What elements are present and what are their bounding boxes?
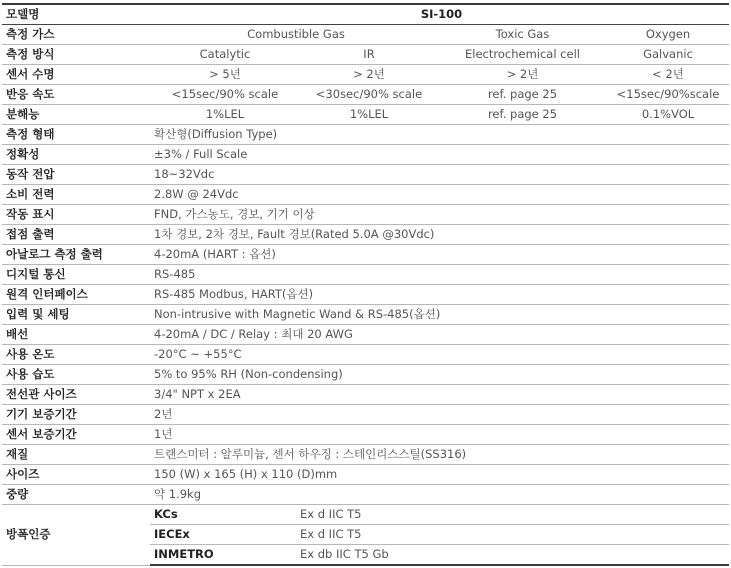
- row-value: 18~32Vdc: [150, 165, 729, 185]
- table-row: [2, 385, 729, 405]
- table-row: [2, 465, 729, 485]
- table-row: [2, 425, 729, 445]
- cell: Combustible Gas: [150, 25, 438, 45]
- row-label: 정확성: [2, 145, 150, 165]
- model-name: SI-100: [150, 4, 729, 25]
- cell: IR: [296, 45, 438, 65]
- table-row: [2, 225, 729, 245]
- cert-label: 방폭인증: [2, 505, 150, 566]
- table-row: [2, 205, 729, 225]
- table-row: [2, 125, 729, 145]
- table-row: [2, 485, 729, 505]
- cell: > 5년: [150, 65, 296, 85]
- row-value: -20°C ~ +55°C: [150, 345, 729, 365]
- row-label: 측정 형태: [2, 125, 150, 145]
- row-value: Non-intrusive with Magnetic Wand & RS-485(옵션): [150, 305, 729, 325]
- header-label: 모델명: [2, 4, 150, 25]
- table-row: [2, 185, 729, 205]
- cert-name: IECEx: [150, 525, 296, 545]
- row-label: 반응 속도: [2, 85, 150, 105]
- row-label: 입력 및 세팅: [2, 305, 150, 325]
- cell: > 2년: [438, 65, 603, 85]
- cert-value: Ex d IIC T5: [296, 525, 729, 545]
- cell: 1%LEL: [296, 105, 438, 125]
- table-row: [2, 305, 729, 325]
- cell: 1%LEL: [150, 105, 296, 125]
- cell: Galvanic: [603, 45, 729, 65]
- cert-value: Ex d IIC T5: [296, 505, 729, 525]
- table-row: [2, 325, 729, 345]
- table-row: [2, 145, 729, 165]
- row-label: 분해능: [2, 105, 150, 125]
- row-value: RS-485 Modbus, HART(옵션): [150, 285, 729, 305]
- row-label: 원격 인터페이스: [2, 285, 150, 305]
- row-label: 배선: [2, 325, 150, 345]
- cell: Catalytic: [150, 45, 296, 65]
- table-row: [2, 165, 729, 185]
- row-label: 센서 수명: [2, 65, 150, 85]
- table-row: [2, 345, 729, 365]
- row-label: 재질: [2, 445, 150, 465]
- cell: 0.1%VOL: [603, 105, 729, 125]
- row-label: 동작 전압: [2, 165, 150, 185]
- cert-name: INMETRO: [150, 545, 296, 566]
- spec-table: [2, 3, 729, 566]
- row-label: 사용 온도: [2, 345, 150, 365]
- row-value: 5% to 95% RH (Non-condensing): [150, 365, 729, 385]
- row-value: 1년: [150, 425, 729, 445]
- row-label: 기기 보증기간: [2, 405, 150, 425]
- cert-row: [2, 505, 729, 525]
- row-value: 150 (W) x 165 (H) x 110 (D)mm: [150, 465, 729, 485]
- row-label: 전선관 사이즈: [2, 385, 150, 405]
- row-value: ±3% / Full Scale: [150, 145, 729, 165]
- row-label: 사이즈: [2, 465, 150, 485]
- row-label: 중량: [2, 485, 150, 505]
- cell: <15sec/90% scale: [150, 85, 296, 105]
- cell: ref. page 25: [438, 105, 603, 125]
- cell: > 2년: [296, 65, 438, 85]
- row-label: 측정 방식: [2, 45, 150, 65]
- table-row: [2, 405, 729, 425]
- table-row: [2, 245, 729, 265]
- row-value: 트랜스미터 : 알루미늄, 센서 하우징 : 스테인리스스틸(SS316): [150, 445, 729, 465]
- row-label: 센서 보증기간: [2, 425, 150, 445]
- row-label: 작동 표시: [2, 205, 150, 225]
- row-label: 디지털 통신: [2, 265, 150, 285]
- cert-name: KCs: [150, 505, 296, 525]
- row-value: 4-20mA (HART : 옵션): [150, 245, 729, 265]
- row-value: 2.8W @ 24Vdc: [150, 185, 729, 205]
- cell: Oxygen: [603, 25, 729, 45]
- row-value: FND, 가스농도, 경보, 기기 이상: [150, 205, 729, 225]
- table-row: [2, 65, 729, 85]
- cell: <15sec/90%scale: [603, 85, 729, 105]
- row-label: 측정 가스: [2, 25, 150, 45]
- cell: Electrochemical cell: [438, 45, 603, 65]
- row-value: 4-20mA / DC / Relay : 최대 20 AWG: [150, 325, 729, 345]
- row-value: 2년: [150, 405, 729, 425]
- row-label: 아날로그 측정 출력: [2, 245, 150, 265]
- header-row: [2, 4, 729, 25]
- cell: < 2년: [603, 65, 729, 85]
- table-row: [2, 85, 729, 105]
- row-value: 3/4" NPT x 2EA: [150, 385, 729, 405]
- table-row: [2, 265, 729, 285]
- row-label: 사용 습도: [2, 365, 150, 385]
- cell: <30sec/90% scale: [296, 85, 438, 105]
- row-value: 확산형(Diffusion Type): [150, 125, 729, 145]
- table-row: [2, 25, 729, 45]
- row-value: 1차 경보, 2차 경보, Fault 경보(Rated 5.0A @30Vdc): [150, 225, 729, 245]
- table-row: [2, 285, 729, 305]
- row-label: 소비 전력: [2, 185, 150, 205]
- row-value: RS-485: [150, 265, 729, 285]
- row-value: 약 1.9kg: [150, 485, 729, 505]
- cell: Toxic Gas: [438, 25, 603, 45]
- table-row: [2, 105, 729, 125]
- cell: ref. page 25: [438, 85, 603, 105]
- table-row: [2, 365, 729, 385]
- table-row: [2, 445, 729, 465]
- row-label: 접점 출력: [2, 225, 150, 245]
- table-row: [2, 45, 729, 65]
- cert-value: Ex db IIC T5 Gb: [296, 545, 729, 566]
